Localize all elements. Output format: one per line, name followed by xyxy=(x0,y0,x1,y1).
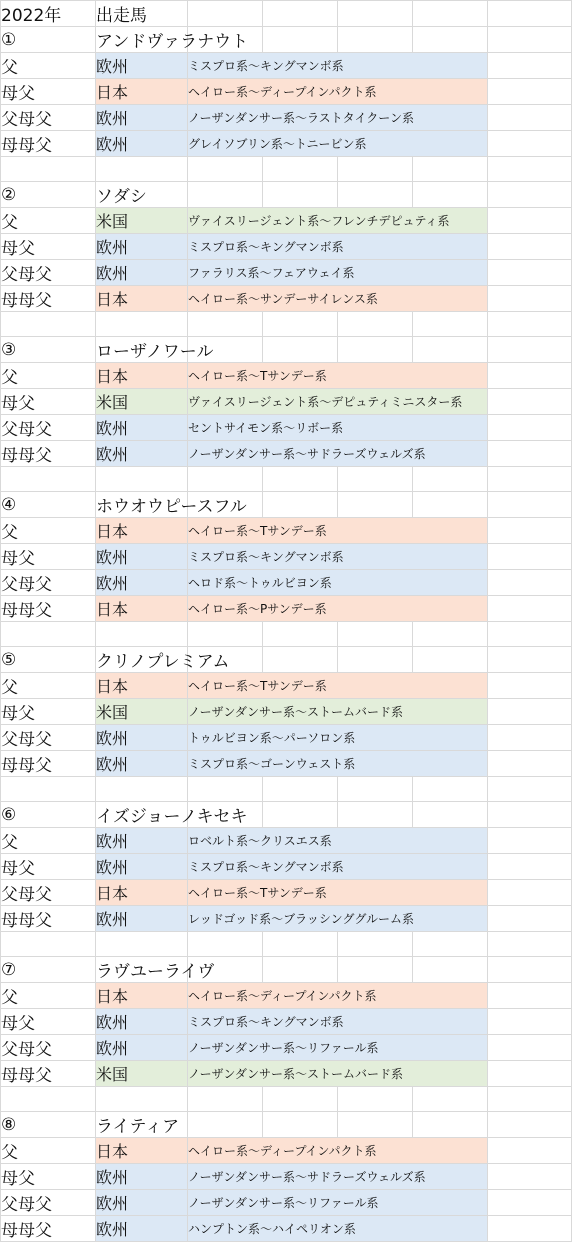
empty-cell[interactable] xyxy=(488,492,572,518)
empty-cell[interactable] xyxy=(263,337,338,363)
region-cell[interactable]: 米国 xyxy=(96,699,188,725)
empty-cell[interactable] xyxy=(488,53,572,79)
role-cell[interactable]: 父 xyxy=(1,828,96,854)
region-cell[interactable]: 欧州 xyxy=(96,441,188,467)
lineage-cell[interactable]: グレイソブリン系〜トニービン系 xyxy=(188,131,488,157)
lineage-cell[interactable]: ヘイロー系〜Tサンデー系 xyxy=(188,880,488,906)
horse-number-cell[interactable]: ② xyxy=(1,182,96,208)
empty-cell[interactable] xyxy=(488,906,572,932)
region-cell[interactable]: 日本 xyxy=(96,880,188,906)
region-cell[interactable]: 欧州 xyxy=(96,725,188,751)
horse-header-row xyxy=(1,802,572,828)
empty-cell[interactable] xyxy=(96,1087,188,1112)
pedigree-row xyxy=(1,131,572,157)
empty-cell[interactable] xyxy=(1,932,96,957)
pedigree-row xyxy=(1,53,572,79)
lineage-cell[interactable]: ヴァイスリージェント系〜デピュティミニスター系 xyxy=(188,389,488,415)
pedigree-row xyxy=(1,1138,572,1164)
role-cell[interactable]: 父 xyxy=(1,363,96,389)
empty-cell[interactable] xyxy=(488,518,572,544)
empty-cell[interactable] xyxy=(188,1112,263,1138)
pedigree-row xyxy=(1,79,572,105)
pedigree-row xyxy=(1,983,572,1009)
empty-cell[interactable] xyxy=(338,27,413,53)
role-cell[interactable]: 父 xyxy=(1,518,96,544)
role-cell[interactable]: 父母父 xyxy=(1,105,96,131)
role-cell[interactable]: 母母父 xyxy=(1,441,96,467)
empty-cell[interactable] xyxy=(413,1,488,27)
lineage-cell[interactable]: ヘイロー系〜ディープインパクト系 xyxy=(188,1138,488,1164)
empty-cell[interactable] xyxy=(338,467,413,492)
region-cell[interactable]: 欧州 xyxy=(96,828,188,854)
role-cell[interactable]: 母母父 xyxy=(1,906,96,932)
lineage-cell[interactable]: トゥルビヨン系〜パーソロン系 xyxy=(188,725,488,751)
role-cell[interactable]: 母母父 xyxy=(1,131,96,157)
horse-header-row xyxy=(1,1112,572,1138)
pedigree-row xyxy=(1,828,572,854)
role-cell[interactable]: 母父 xyxy=(1,389,96,415)
empty-cell[interactable] xyxy=(263,957,338,983)
pedigree-row xyxy=(1,854,572,880)
role-cell[interactable]: 母父 xyxy=(1,544,96,570)
empty-cell[interactable] xyxy=(488,312,572,337)
region-cell[interactable]: 日本 xyxy=(96,363,188,389)
pedigree-row xyxy=(1,880,572,906)
horse-name-cell[interactable]: イズジョーノキセキ xyxy=(96,802,188,828)
empty-cell[interactable] xyxy=(488,699,572,725)
blank-row xyxy=(1,622,572,647)
pedigree-row xyxy=(1,286,572,312)
empty-cell[interactable] xyxy=(413,27,488,53)
empty-cell[interactable] xyxy=(488,854,572,880)
empty-cell[interactable] xyxy=(188,182,263,208)
role-cell[interactable]: 父 xyxy=(1,983,96,1009)
region-cell[interactable]: 欧州 xyxy=(96,415,188,441)
empty-cell[interactable] xyxy=(488,415,572,441)
pedigree-row xyxy=(1,1190,572,1216)
role-cell[interactable]: 母母父 xyxy=(1,596,96,622)
role-cell[interactable]: 父 xyxy=(1,673,96,699)
role-cell[interactable]: 父母父 xyxy=(1,1035,96,1061)
lineage-cell[interactable]: ヘイロー系〜ディープインパクト系 xyxy=(188,983,488,1009)
region-cell[interactable]: 欧州 xyxy=(96,1009,188,1035)
region-cell[interactable]: 欧州 xyxy=(96,53,188,79)
empty-cell[interactable] xyxy=(413,467,488,492)
empty-cell[interactable] xyxy=(338,802,413,828)
empty-cell[interactable] xyxy=(413,647,488,673)
empty-cell[interactable] xyxy=(188,1,263,27)
pedigree-row xyxy=(1,544,572,570)
pedigree-row xyxy=(1,260,572,286)
blank-row xyxy=(1,312,572,337)
region-cell[interactable]: 米国 xyxy=(96,208,188,234)
empty-cell[interactable] xyxy=(488,751,572,777)
empty-cell[interactable] xyxy=(338,932,413,957)
empty-cell[interactable] xyxy=(488,1009,572,1035)
empty-cell[interactable] xyxy=(488,570,572,596)
lineage-cell[interactable]: ロベルト系〜クリスエス系 xyxy=(188,828,488,854)
region-cell[interactable]: 欧州 xyxy=(96,570,188,596)
empty-cell[interactable] xyxy=(263,777,338,802)
horse-name-cell[interactable]: クリノプレミアム xyxy=(96,647,188,673)
pedigree-row xyxy=(1,363,572,389)
lineage-cell[interactable]: ヘロド系〜トゥルビヨン系 xyxy=(188,570,488,596)
empty-cell[interactable] xyxy=(263,467,338,492)
empty-cell[interactable] xyxy=(488,1087,572,1112)
empty-cell[interactable] xyxy=(413,957,488,983)
empty-cell[interactable] xyxy=(263,622,338,647)
horse-header-row xyxy=(1,337,572,363)
region-cell[interactable]: 欧州 xyxy=(96,1035,188,1061)
horse-header-row xyxy=(1,647,572,673)
empty-cell[interactable] xyxy=(488,157,572,182)
empty-cell[interactable] xyxy=(413,622,488,647)
empty-cell[interactable] xyxy=(488,467,572,492)
empty-cell[interactable] xyxy=(338,1087,413,1112)
region-cell[interactable]: 欧州 xyxy=(96,751,188,777)
lineage-cell[interactable]: ノーザンダンサー系〜サドラーズウェルズ系 xyxy=(188,1164,488,1190)
region-cell[interactable]: 欧州 xyxy=(96,234,188,260)
empty-cell[interactable] xyxy=(263,802,338,828)
lineage-cell[interactable]: ヘイロー系〜サンデーサイレンス系 xyxy=(188,286,488,312)
empty-cell[interactable] xyxy=(488,337,572,363)
empty-cell[interactable] xyxy=(488,1164,572,1190)
region-cell[interactable]: 日本 xyxy=(96,1138,188,1164)
pedigree-row xyxy=(1,1216,572,1242)
pedigree-row xyxy=(1,105,572,131)
region-cell[interactable]: 欧州 xyxy=(96,1216,188,1242)
empty-cell[interactable] xyxy=(488,105,572,131)
role-cell[interactable]: 父母父 xyxy=(1,725,96,751)
horse-header-row xyxy=(1,957,572,983)
empty-cell[interactable] xyxy=(338,777,413,802)
empty-cell[interactable] xyxy=(488,131,572,157)
empty-cell[interactable] xyxy=(488,1061,572,1087)
role-cell[interactable]: 父母父 xyxy=(1,570,96,596)
region-cell[interactable]: 日本 xyxy=(96,79,188,105)
region-cell[interactable]: 欧州 xyxy=(96,854,188,880)
empty-cell[interactable] xyxy=(1,1087,96,1112)
empty-cell[interactable] xyxy=(338,492,413,518)
empty-cell[interactable] xyxy=(488,880,572,906)
empty-cell[interactable] xyxy=(488,957,572,983)
lineage-cell[interactable]: ノーザンダンサー系〜ストームバード系 xyxy=(188,1061,488,1087)
empty-cell[interactable] xyxy=(188,1087,263,1112)
role-cell[interactable]: 母父 xyxy=(1,854,96,880)
role-cell[interactable]: 母父 xyxy=(1,1164,96,1190)
lineage-cell[interactable]: ヴァイスリージェント系〜フレンチデピュティ系 xyxy=(188,208,488,234)
role-cell[interactable]: 母母父 xyxy=(1,1216,96,1242)
pedigree-row xyxy=(1,1061,572,1087)
role-cell[interactable]: 母母父 xyxy=(1,751,96,777)
region-cell[interactable]: 日本 xyxy=(96,983,188,1009)
lineage-cell[interactable]: ミスプロ系〜キングマンボ系 xyxy=(188,53,488,79)
pedigree-row xyxy=(1,699,572,725)
region-cell[interactable]: 欧州 xyxy=(96,260,188,286)
blank-row xyxy=(1,157,572,182)
empty-cell[interactable] xyxy=(338,157,413,182)
empty-cell[interactable] xyxy=(1,622,96,647)
horse-number-cell[interactable]: ⑧ xyxy=(1,1112,96,1138)
role-cell[interactable]: 父 xyxy=(1,208,96,234)
empty-cell[interactable] xyxy=(488,260,572,286)
pedigree-row xyxy=(1,441,572,467)
empty-cell[interactable] xyxy=(488,182,572,208)
empty-cell[interactable] xyxy=(413,1087,488,1112)
empty-cell[interactable] xyxy=(413,337,488,363)
role-cell[interactable]: 父 xyxy=(1,1138,96,1164)
horse-name-cell[interactable]: ラヴユーライヴ xyxy=(96,957,188,983)
empty-cell[interactable] xyxy=(488,363,572,389)
region-cell[interactable]: 欧州 xyxy=(96,131,188,157)
empty-cell[interactable] xyxy=(1,467,96,492)
lineage-cell[interactable]: ミスプロ系〜ゴーンウェスト系 xyxy=(188,751,488,777)
empty-cell[interactable] xyxy=(263,27,338,53)
empty-cell[interactable] xyxy=(488,234,572,260)
empty-cell[interactable] xyxy=(188,932,263,957)
region-cell[interactable]: 欧州 xyxy=(96,105,188,131)
empty-cell[interactable] xyxy=(263,647,338,673)
empty-cell[interactable] xyxy=(413,157,488,182)
role-cell[interactable]: 父母父 xyxy=(1,1190,96,1216)
empty-cell[interactable] xyxy=(1,157,96,182)
pedigree-row xyxy=(1,518,572,544)
lineage-cell[interactable]: ミスプロ系〜キングマンボ系 xyxy=(188,1009,488,1035)
empty-cell[interactable] xyxy=(413,932,488,957)
lineage-cell[interactable]: ヘイロー系〜Tサンデー系 xyxy=(188,518,488,544)
empty-cell[interactable] xyxy=(338,957,413,983)
role-cell[interactable]: 父母父 xyxy=(1,415,96,441)
horse-header-row xyxy=(1,27,572,53)
region-cell[interactable]: 欧州 xyxy=(96,544,188,570)
empty-cell[interactable] xyxy=(488,79,572,105)
empty-cell[interactable] xyxy=(338,622,413,647)
empty-cell[interactable] xyxy=(488,1216,572,1242)
lineage-cell[interactable]: ノーザンダンサー系〜ストームバード系 xyxy=(188,699,488,725)
blank-row xyxy=(1,932,572,957)
empty-cell[interactable] xyxy=(96,467,188,492)
empty-cell[interactable] xyxy=(488,622,572,647)
horse-name-cell[interactable]: アンドヴァラナウト xyxy=(96,27,188,53)
empty-cell[interactable] xyxy=(188,622,263,647)
role-cell[interactable]: 父母父 xyxy=(1,260,96,286)
empty-cell[interactable] xyxy=(488,596,572,622)
lineage-cell[interactable]: ハンプトン系〜ハイペリオン系 xyxy=(188,1216,488,1242)
lineage-cell[interactable]: ノーザンダンサー系〜リファール系 xyxy=(188,1190,488,1216)
pedigree-row xyxy=(1,1035,572,1061)
empty-cell[interactable] xyxy=(488,725,572,751)
blank-row xyxy=(1,777,572,802)
role-cell[interactable]: 母母父 xyxy=(1,286,96,312)
role-cell[interactable]: 母父 xyxy=(1,79,96,105)
empty-cell[interactable] xyxy=(488,802,572,828)
empty-cell[interactable] xyxy=(263,1112,338,1138)
year-cell[interactable]: 2022年 xyxy=(1,1,96,27)
lineage-cell[interactable]: ヘイロー系〜Tサンデー系 xyxy=(188,673,488,699)
empty-cell[interactable] xyxy=(413,1112,488,1138)
pedigree-row xyxy=(1,1164,572,1190)
empty-cell[interactable] xyxy=(488,932,572,957)
pedigree-row xyxy=(1,673,572,699)
empty-cell[interactable] xyxy=(413,777,488,802)
empty-cell[interactable] xyxy=(488,777,572,802)
header-row xyxy=(1,1,572,27)
empty-cell[interactable] xyxy=(413,492,488,518)
empty-cell[interactable] xyxy=(488,208,572,234)
pedigree-row xyxy=(1,906,572,932)
empty-cell[interactable] xyxy=(488,647,572,673)
empty-cell[interactable] xyxy=(413,312,488,337)
horse-number-cell[interactable]: ③ xyxy=(1,337,96,363)
empty-cell[interactable] xyxy=(413,802,488,828)
empty-cell[interactable] xyxy=(488,673,572,699)
pedigree-row xyxy=(1,596,572,622)
empty-cell[interactable] xyxy=(338,647,413,673)
empty-cell[interactable] xyxy=(338,182,413,208)
empty-cell[interactable] xyxy=(188,777,263,802)
region-cell[interactable]: 欧州 xyxy=(96,1190,188,1216)
region-cell[interactable]: 欧州 xyxy=(96,906,188,932)
empty-cell[interactable] xyxy=(188,467,263,492)
horse-number-cell[interactable]: ④ xyxy=(1,492,96,518)
lineage-cell[interactable]: ヘイロー系〜Tサンデー系 xyxy=(188,363,488,389)
pedigree-row xyxy=(1,725,572,751)
lineage-cell[interactable]: セントサイモン系〜リボー系 xyxy=(188,415,488,441)
empty-cell[interactable] xyxy=(488,389,572,415)
role-cell[interactable]: 父母父 xyxy=(1,880,96,906)
runners-label-cell[interactable]: 出走馬 xyxy=(96,1,188,27)
horse-name-cell[interactable]: ソダシ xyxy=(96,182,188,208)
empty-cell[interactable] xyxy=(338,337,413,363)
empty-cell[interactable] xyxy=(488,286,572,312)
empty-cell[interactable] xyxy=(338,1,413,27)
role-cell[interactable]: 母母父 xyxy=(1,1061,96,1087)
horse-name-cell[interactable]: ライティア xyxy=(96,1112,188,1138)
role-cell[interactable]: 母父 xyxy=(1,1009,96,1035)
horse-name-cell[interactable]: ローザノワール xyxy=(96,337,188,363)
empty-cell[interactable] xyxy=(338,1112,413,1138)
empty-cell[interactable] xyxy=(263,932,338,957)
role-cell[interactable]: 母父 xyxy=(1,699,96,725)
empty-cell[interactable] xyxy=(263,157,338,182)
region-cell[interactable]: 米国 xyxy=(96,389,188,415)
empty-cell[interactable] xyxy=(263,312,338,337)
role-cell[interactable]: 母父 xyxy=(1,234,96,260)
empty-cell[interactable] xyxy=(1,312,96,337)
region-cell[interactable]: 日本 xyxy=(96,518,188,544)
empty-cell[interactable] xyxy=(188,312,263,337)
horse-name-cell[interactable]: ホウオウピースフル xyxy=(96,492,188,518)
empty-cell[interactable] xyxy=(338,312,413,337)
horse-header-row xyxy=(1,492,572,518)
pedigree-row xyxy=(1,415,572,441)
horse-number-cell[interactable]: ⑤ xyxy=(1,647,96,673)
empty-cell[interactable] xyxy=(488,828,572,854)
lineage-cell[interactable]: ヘイロー系〜Pサンデー系 xyxy=(188,596,488,622)
pedigree-row xyxy=(1,751,572,777)
horse-number-cell[interactable]: ⑦ xyxy=(1,957,96,983)
region-cell[interactable]: 日本 xyxy=(96,286,188,312)
region-cell[interactable]: 欧州 xyxy=(96,1164,188,1190)
empty-cell[interactable] xyxy=(263,1,338,27)
lineage-cell[interactable]: ファラリス系〜フェアウェイ系 xyxy=(188,260,488,286)
lineage-cell[interactable]: ミスプロ系〜キングマンボ系 xyxy=(188,544,488,570)
empty-cell[interactable] xyxy=(488,1,572,27)
empty-cell[interactable] xyxy=(488,1190,572,1216)
pedigree-row xyxy=(1,1009,572,1035)
pedigree-row xyxy=(1,570,572,596)
empty-cell[interactable] xyxy=(263,492,338,518)
lineage-cell[interactable]: レッドゴッド系〜ブラッシンググルーム系 xyxy=(188,906,488,932)
empty-cell[interactable] xyxy=(188,157,263,182)
empty-cell[interactable] xyxy=(96,157,188,182)
lineage-cell[interactable]: ミスプロ系〜キングマンボ系 xyxy=(188,234,488,260)
empty-cell[interactable] xyxy=(1,777,96,802)
empty-cell[interactable] xyxy=(488,441,572,467)
region-cell[interactable]: 日本 xyxy=(96,673,188,699)
lineage-cell[interactable]: ノーザンダンサー系〜サドラーズウェルズ系 xyxy=(188,441,488,467)
region-cell[interactable]: 日本 xyxy=(96,596,188,622)
empty-cell[interactable] xyxy=(263,182,338,208)
empty-cell[interactable] xyxy=(488,1112,572,1138)
horse-header-row xyxy=(1,182,572,208)
empty-cell[interactable] xyxy=(96,777,188,802)
lineage-cell[interactable]: ヘイロー系〜ディープインパクト系 xyxy=(188,79,488,105)
role-cell[interactable]: 父 xyxy=(1,53,96,79)
empty-cell[interactable] xyxy=(488,1035,572,1061)
lineage-cell[interactable]: ノーザンダンサー系〜ラストタイクーン系 xyxy=(188,105,488,131)
empty-cell[interactable] xyxy=(488,544,572,570)
pedigree-row xyxy=(1,234,572,260)
lineage-cell[interactable]: ミスプロ系〜キングマンボ系 xyxy=(188,854,488,880)
empty-cell[interactable] xyxy=(96,932,188,957)
lineage-cell[interactable]: ノーザンダンサー系〜リファール系 xyxy=(188,1035,488,1061)
empty-cell[interactable] xyxy=(488,983,572,1009)
empty-cell[interactable] xyxy=(488,1138,572,1164)
pedigree-row xyxy=(1,208,572,234)
blank-row xyxy=(1,467,572,492)
blank-row xyxy=(1,1087,572,1112)
empty-cell[interactable] xyxy=(96,622,188,647)
empty-cell[interactable] xyxy=(488,27,572,53)
empty-cell[interactable] xyxy=(263,1087,338,1112)
horse-number-cell[interactable]: ⑥ xyxy=(1,802,96,828)
empty-cell[interactable] xyxy=(413,182,488,208)
pedigree-row xyxy=(1,389,572,415)
empty-cell[interactable] xyxy=(96,312,188,337)
horse-number-cell[interactable]: ① xyxy=(1,27,96,53)
region-cell[interactable]: 米国 xyxy=(96,1061,188,1087)
